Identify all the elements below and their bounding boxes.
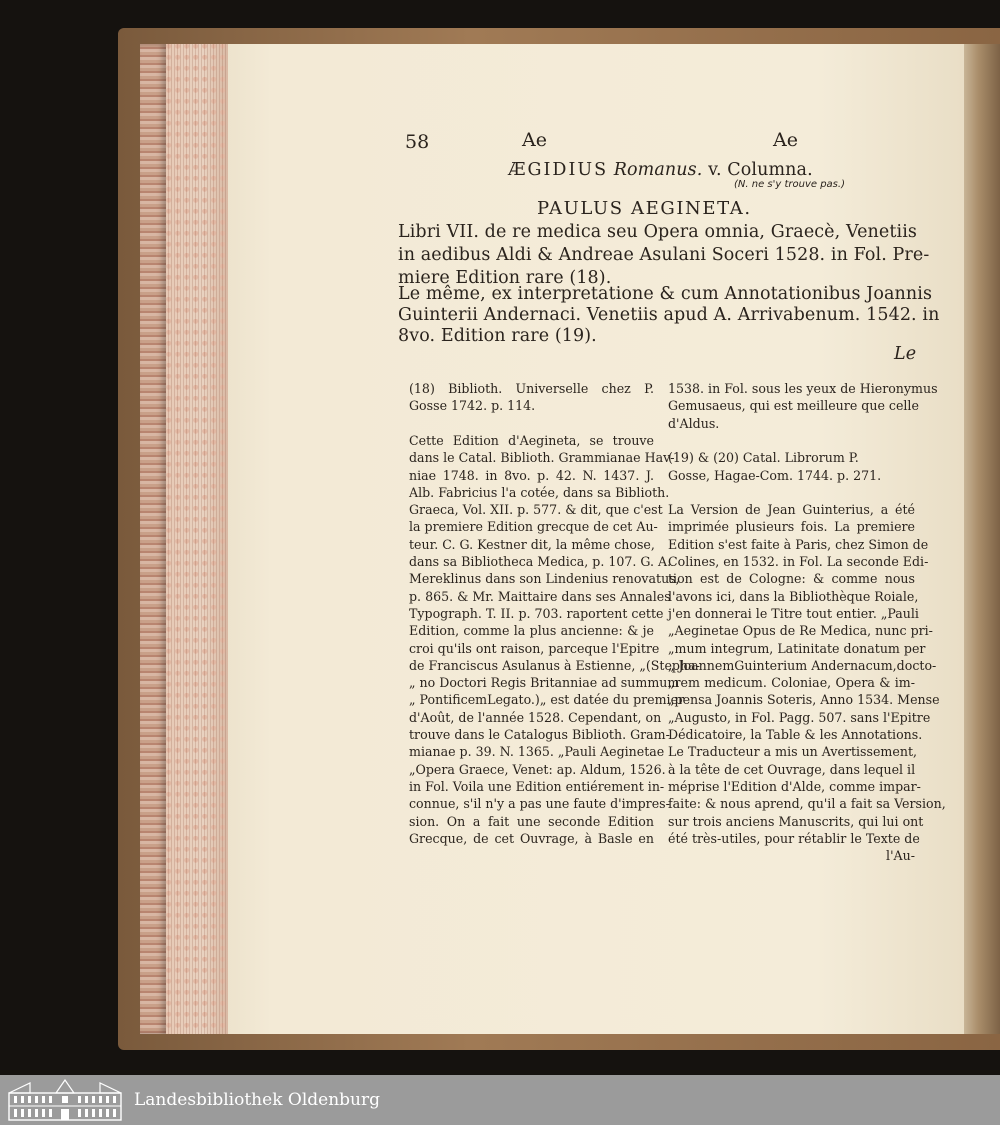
library-footer — [0, 1075, 1000, 1125]
col-right-line: Edition s'est faite à Paris, chez Simon de — [668, 536, 929, 552]
col-left-line: dans le Catal. Biblioth. Grammianae Hav- — [409, 450, 675, 466]
col-right-line: tion est de Cologne: & comme nous — [668, 571, 915, 587]
col-right-line: La Version de Jean Guinterius, a été — [668, 502, 915, 518]
col-left-line: de Franciscus Asulanus à Estienne, „(Stepha- — [409, 657, 700, 673]
para1-line: in aedibus Aldi & Andreae Asulani Soceri 1528. in Fol. Pre- — [398, 245, 930, 265]
col-left-line: croi qu'ils ont raison, parceque l'Epitre — [409, 640, 660, 656]
col-right-line: été très-utiles, pour rétablir le Texte de — [668, 830, 920, 846]
col-left-line: sion. On a fait une seconde Edition — [409, 813, 654, 829]
library-name: Landesbibliothek Oldenburg — [134, 1090, 381, 1110]
col-left-line: Alb. Fabricius l'a cotée, dans sa Biblioth. — [409, 484, 670, 500]
col-left-line: Mereklinus dans son Lindenius renovatus, — [409, 571, 680, 587]
col-right-line: méprise l'Edition d'Alde, comme impar- — [668, 778, 921, 794]
col-right-line: 1538. in Fol. sous les yeux de Hieronymus — [668, 381, 938, 396]
entry-aegidius — [508, 160, 813, 180]
page-edge-marbled — [140, 44, 166, 1034]
col-left-line: „ no Doctori Regis Britanniae ad summum — [409, 675, 680, 691]
entry-aegidius-epithet: Romanus. — [613, 160, 703, 180]
handwritten-note: (N. ne s'y trouve pas.) — [734, 179, 845, 190]
library-building-icon — [8, 1079, 122, 1121]
col-right-line: „ JoannemGuinterium Andernacum,docto- — [668, 657, 937, 673]
page-stack-edge — [166, 44, 228, 1034]
col-left-line: Typograph. T. II. p. 703. raportent cette — [409, 605, 664, 621]
col-right-line: „pensa Joannis Soteris, Anno 1534. Mense — [668, 692, 940, 708]
col-left-line: „Opera Graece, Venet: ap. Aldum, 1526. — [409, 761, 666, 777]
col-right-line: „Augusto, in Fol. Pagg. 507. sans l'Epitre — [668, 709, 931, 725]
col-left-line: „ PontificemLegato.)„ est datée du premier — [409, 692, 685, 708]
col-right-line: faite: & nous aprend, qu'il a fait sa Version, — [668, 796, 946, 812]
para1-line: Libri VII. de re medica seu Opera omnia, Graecè, Venetiis — [398, 222, 917, 242]
col-left-line: teur. C. G. Kestner dit, la même chose, — [409, 536, 655, 552]
col-right-line: à la tête de cet Ouvrage, dans lequel il — [668, 761, 916, 777]
col-right-line: Gemusaeus, qui est meilleure que celle — [668, 398, 919, 414]
col-left-line: Gosse 1742. p. 114. — [409, 398, 536, 414]
col-left-line: niae 1748. in 8vo. p. 42. N. 1437. J. — [409, 467, 654, 483]
col-right-line: imprimée plusieurs fois. La premiere — [668, 519, 915, 535]
col-left-line: dans sa Bibliotheca Medica, p. 107. G. A. — [409, 554, 672, 569]
col-left-line: Edition, comme la plus ancienne: & je — [409, 623, 654, 639]
col-left-line: connue, s'il n'y a pas une faute d'impres- — [409, 796, 670, 812]
para2-line: Guinterii Andernaci. Venetiis apud A. Arrivabenum. 1542. in — [398, 305, 940, 325]
col-left-line: mianae p. 39. N. 1365. „Pauli Aeginetae — [409, 744, 665, 760]
entry-heading: PAULUS AEGINETA. — [537, 198, 752, 219]
running-head-right: Ae — [773, 129, 798, 151]
col-left-line: d'Août, de l'année 1528. Cependant, on — [409, 709, 662, 725]
col-left-line: la premiere Edition grecque de cet Au- — [409, 519, 658, 535]
page-number: 58 — [405, 131, 430, 153]
entry-aegidius-ref: v. Columna. — [708, 160, 813, 180]
col-right-line: l'Au- — [886, 848, 915, 864]
col-right-line: l'avons ici, dans la Bibliothèque Roiale, — [668, 588, 919, 604]
para2-line: Le même, ex interpretatione & cum Annotationibus Joannis — [398, 284, 933, 304]
col-left-line: trouve dans le Catalogus Biblioth. Gram- — [409, 727, 670, 742]
col-right-line: „rem medicum. Coloniae, Opera & im- — [668, 675, 915, 691]
col-right-line: (19) & (20) Catal. Librorum P. — [668, 450, 859, 466]
col-left-line: Grecque, de cet Ouvrage, à Basle en — [409, 830, 654, 846]
running-head-left: Ae — [522, 129, 547, 151]
para2-line: 8vo. Edition rare (19). — [398, 326, 597, 346]
para1-line: miere Edition rare (18). — [398, 268, 612, 288]
col-right-line: Dédicatoire, la Table & les Annotations. — [668, 727, 923, 742]
col-left-line: Graeca, Vol. XII. p. 577. & dit, que c'est — [409, 502, 663, 518]
col-right-line: sur trois anciens Manuscrits, qui lui ont — [668, 813, 924, 829]
col-right-line: d'Aldus. — [668, 415, 720, 431]
col-right-line: Le Traducteur a mis un Avertissement, — [668, 744, 918, 760]
col-right-line: Gosse, Hagae-Com. 1744. p. 271. — [668, 467, 882, 483]
col-left-line: in Fol. Voila une Edition entiérement in- — [409, 778, 665, 794]
col-left-line: Cette Edition d'Aegineta, se trouve — [409, 432, 654, 448]
col-right-line: Colines, en 1532. in Fol. La seconde Edi- — [668, 554, 929, 569]
col-right-line: „mum integrum, Latinitate donatum per — [668, 640, 926, 656]
col-left-line: p. 865. & Mr. Maittaire dans ses Annales — [409, 588, 671, 604]
entry-aegidius-name: ÆGIDIUS — [508, 160, 609, 180]
col-right-line: j'en donnerai le Titre tout entier. „Pauli — [668, 605, 919, 621]
col-right-line: „Aeginetae Opus de Re Medica, nunc pri- — [668, 623, 933, 639]
catchword: Le — [894, 344, 917, 364]
col-left-line: (18) Biblioth. Universelle chez P. — [409, 381, 654, 396]
page-gutter — [964, 44, 1000, 1034]
